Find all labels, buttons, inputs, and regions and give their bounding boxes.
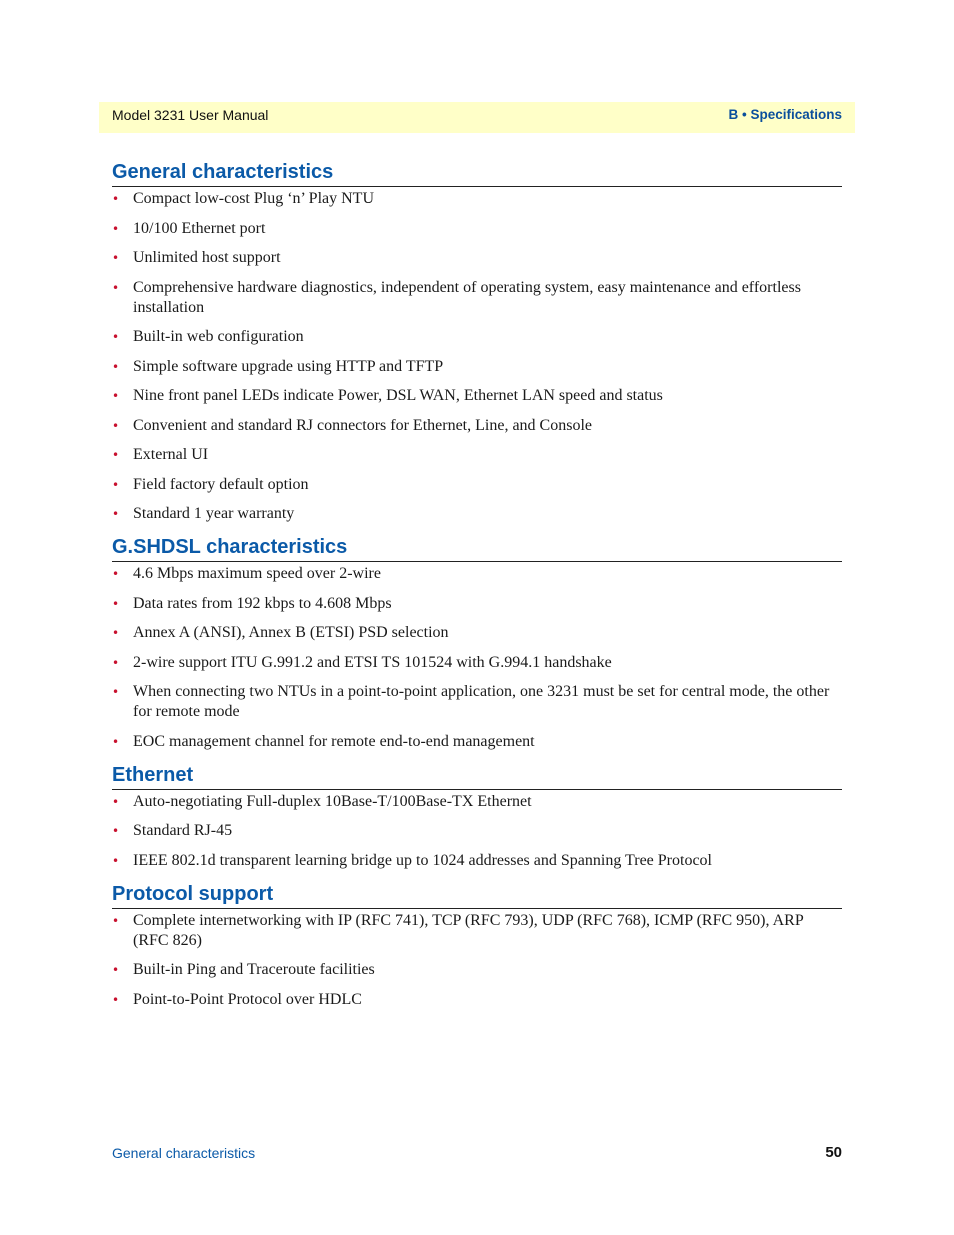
chapter-label: B • Specifications [728, 107, 842, 122]
bullet-icon: • [112, 626, 120, 640]
bullet-icon: • [112, 794, 120, 809]
main-content [112, 160, 842, 1021]
bullet-icon: • [112, 507, 120, 521]
list-item-text: 2-wire support ITU G.991.2 and ETSI TS 101524 with G.994.1 handshake [133, 653, 612, 671]
section-title: G.SHDSL characteristics [112, 535, 842, 562]
section [112, 763, 842, 871]
bullet-icon: • [112, 280, 120, 295]
bullet-icon: • [112, 992, 120, 1007]
bullet-list [112, 189, 842, 524]
list-item [112, 248, 842, 268]
list-item [112, 653, 842, 673]
section [112, 882, 842, 1010]
list-item-text: Built-in web configuration [133, 328, 304, 345]
bullet-icon: • [112, 913, 120, 928]
bullet-icon: • [112, 359, 120, 374]
list-item [112, 475, 842, 495]
list-item-text: When connecting two NTUs in a point-to-point application, one 3231 must be set for central mode, the other for remote mode [133, 683, 830, 720]
list-item [112, 219, 842, 239]
list-item-text: Auto-negotiating Full-duplex 10Base-T/100Base-TX Ethernet [133, 792, 532, 810]
list-item-text: 4.6 Mbps maximum speed over 2-wire [133, 565, 381, 582]
bullet-icon: • [112, 596, 120, 611]
list-item-text: Unlimited host support [133, 249, 281, 266]
list-item-text: Field factory default option [133, 475, 309, 493]
bullet-icon: • [112, 685, 120, 699]
list-item [112, 564, 842, 584]
bullet-icon: • [112, 477, 120, 492]
list-item-text: Compact low-cost Plug ‘n’ Play NTU [133, 190, 375, 207]
list-item-text: Point-to-Point Protocol over HDLC [133, 990, 362, 1008]
list-item [112, 386, 842, 406]
bullet-icon: • [112, 330, 120, 344]
list-item-text: EOC management channel for remote end-to-end management [133, 732, 535, 750]
bullet-icon: • [112, 567, 120, 581]
bullet-icon: • [112, 824, 120, 838]
bullet-icon: • [112, 963, 120, 977]
bullet-icon: • [112, 418, 120, 433]
list-item-text: Simple software upgrade using HTTP and TFTP [133, 357, 444, 375]
bullet-icon: • [112, 734, 120, 749]
page-number: 50 [825, 1144, 842, 1161]
section-title: Ethernet [112, 763, 842, 790]
bullet-icon: • [112, 448, 120, 462]
list-item-text: Standard 1 year warranty [133, 505, 295, 522]
section [112, 535, 842, 752]
list-item-text: Complete internetworking with IP (RFC 741), TCP (RFC 793), UDP (RFC 768), ICMP (RFC 950), ARP (RFC 826) [133, 911, 804, 949]
bullet-icon: • [112, 853, 120, 868]
list-item [112, 960, 842, 980]
list-item [112, 278, 842, 318]
list-item [112, 189, 842, 209]
section-title: General characteristics [112, 160, 842, 187]
list-item [112, 357, 842, 377]
bullet-list [112, 792, 842, 871]
list-item-text: Data rates from 192 kbps to 4.608 Mbps [133, 594, 392, 612]
list-item-text: Convenient and standard RJ connectors for Ethernet, Line, and Console [133, 416, 592, 434]
bullet-icon: • [112, 389, 120, 403]
bullet-list [112, 911, 842, 1010]
section-title: Protocol support [112, 882, 842, 909]
list-item-text: IEEE 802.1d transparent learning bridge up to 1024 addresses and Spanning Tree Protocol [133, 851, 712, 869]
bullet-icon: • [112, 251, 120, 265]
list-item-text: Annex A (ANSI), Annex B (ETSI) PSD selection [133, 624, 449, 641]
list-item [112, 416, 842, 436]
list-item-text: Nine front panel LEDs indicate Power, DSL WAN, Ethernet LAN speed and status [133, 387, 663, 404]
list-item [112, 792, 842, 812]
bullet-list [112, 564, 842, 752]
manual-title: Model 3231 User Manual [112, 107, 269, 123]
list-item [112, 327, 842, 347]
list-item [112, 990, 842, 1010]
list-item [112, 623, 842, 643]
list-item [112, 594, 842, 614]
list-item-text: Built-in Ping and Traceroute facilities [133, 961, 375, 978]
list-item-text: 10/100 Ethernet port [133, 219, 266, 237]
list-item [112, 732, 842, 752]
bullet-icon: • [112, 655, 120, 670]
list-item-text: Comprehensive hardware diagnostics, independent of operating system, easy maintenance and effortless installation [133, 278, 801, 316]
list-item [112, 504, 842, 524]
list-item [112, 911, 842, 951]
footer-section-name: General characteristics [112, 1145, 256, 1161]
list-item [112, 851, 842, 871]
list-item-text: External UI [133, 446, 209, 463]
list-item-text: Standard RJ-45 [133, 822, 233, 839]
list-item [112, 682, 842, 722]
bullet-icon: • [112, 192, 120, 206]
list-item [112, 821, 842, 841]
bullet-icon: • [112, 221, 120, 236]
list-item [112, 445, 842, 465]
page-header [99, 102, 855, 133]
section [112, 160, 842, 524]
